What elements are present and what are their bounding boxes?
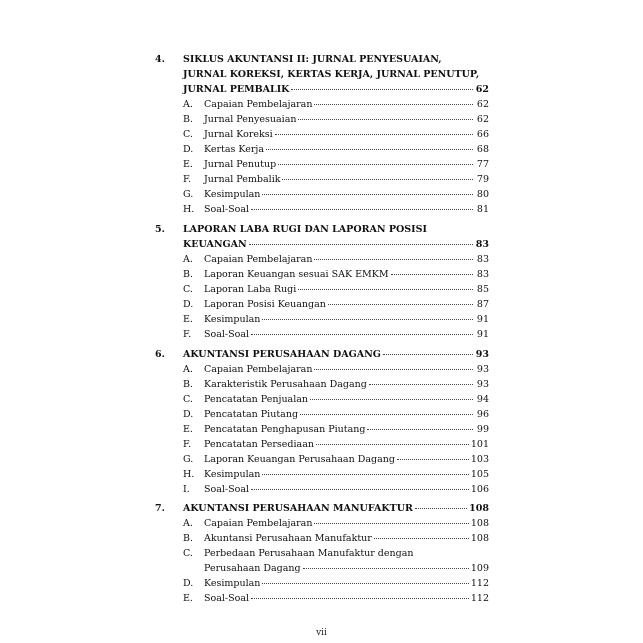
section-label: Kesimpulan [204,578,261,589]
page-number: 80 [476,189,489,200]
toc-entry[interactable] [183,467,489,482]
toc-entry[interactable] [183,362,489,377]
page-number: 108 [470,533,489,544]
section-letter: D. [183,409,194,420]
toc-entry[interactable] [183,437,489,452]
dot-leader [262,319,473,320]
dot-leader [369,384,473,385]
dot-leader [314,369,473,370]
toc-entry[interactable] [183,157,489,172]
section-label: Soal-Soal [204,329,250,340]
section-label: Laporan Laba Rugi [204,284,297,295]
section-letter: C. [183,548,193,559]
page-number: 99 [476,424,489,435]
page-number: 109 [470,563,489,574]
section-label: Kertas Kerja [204,144,264,155]
dot-leader [310,399,473,400]
dot-leader [262,474,468,475]
section-label: Capaian Pembelajaran [204,364,313,375]
section-letter: H. [183,469,195,480]
section-letter: A. [183,99,193,110]
section-label: Kesimpulan [204,314,261,325]
section-letter: E. [183,593,193,604]
section-label: Karakteristik Perusahaan Dagang [204,379,367,390]
page-number: 83 [476,269,489,280]
page-number: 93 [476,379,489,390]
page-footer-number: vii [316,628,327,638]
chapter-title: JURNAL PEMBALIK [183,84,290,95]
page-number: 108 [470,518,489,529]
section-letter: A. [183,518,193,529]
page-number: 106 [470,484,489,495]
section-letter: D. [183,299,194,310]
page-number: 81 [476,204,489,215]
section-label: Laporan Keuangan Perusahaan Dagang [204,454,395,465]
chapter-title: AKUNTANSI PERUSAHAAN MANUFAKTUR [183,503,413,514]
chapter-number: 6. [155,349,165,360]
dot-leader [328,304,473,305]
section-label: Capaian Pembelajaran [204,99,313,110]
dot-leader [249,244,473,245]
page-number: 83 [475,239,489,250]
dot-leader [300,414,473,415]
toc-entry[interactable] [183,576,489,591]
page-number: 101 [470,439,489,450]
toc-entry[interactable] [183,142,489,157]
dot-leader [314,104,473,105]
section-letter: A. [183,364,193,375]
section-label: Jurnal Pembalik [204,174,281,185]
toc-entry[interactable] [183,516,489,531]
section-letter: G. [183,189,194,200]
page-number: 85 [476,284,489,295]
section-label: Pencatatan Piutang [204,409,299,420]
section-label: Soal-Soal [204,204,250,215]
toc-entry[interactable] [183,482,489,497]
toc-entry-chapter[interactable] [183,501,489,516]
dot-leader [383,354,473,355]
dot-leader [275,134,473,135]
page-number: 112 [470,578,489,589]
section-label: Akuntansi Perusahaan Manufaktur [204,533,372,544]
section-label: Capaian Pembelajaran [204,254,313,265]
section-label: Pencatatan Penjualan [204,394,309,405]
dot-leader [415,508,467,509]
section-letter: G. [183,454,194,465]
section-label: Pencatatan Penghapusan Piutang [204,424,366,435]
section-letter: H. [183,204,195,215]
toc-entry[interactable] [183,172,489,187]
toc-entry[interactable] [183,327,489,342]
section-letter: F. [183,174,192,185]
section-letter: A. [183,254,193,265]
page-number: 77 [476,159,489,170]
page-number: 68 [476,144,489,155]
section-label: Laporan Posisi Keuangan [204,299,326,310]
section-letter: B. [183,269,194,280]
toc-entry[interactable] [183,312,489,327]
dot-leader [266,149,473,150]
section-letter: C. [183,129,193,140]
toc-entry-chapter[interactable] [183,347,489,362]
dot-leader [397,459,469,460]
toc-entry-chapter[interactable] [183,237,489,252]
section-letter: E. [183,314,193,325]
page-number: 62 [475,84,489,95]
section-label: Kesimpulan [204,469,261,480]
toc-entry[interactable] [183,377,489,392]
dot-leader [291,89,473,90]
page-number: 93 [475,349,489,360]
toc-entry[interactable] [183,112,489,127]
toc-entry[interactable] [183,591,489,606]
toc-entry[interactable] [183,392,489,407]
dot-leader [367,429,473,430]
toc-entry[interactable] [183,531,489,546]
toc-entry-first-line[interactable] [183,546,489,561]
section-label: Jurnal Penutup [204,159,277,170]
toc-entry[interactable] [183,267,489,282]
section-label-continued: Perusahaan Dagang [204,563,301,574]
toc-entry[interactable] [183,282,489,297]
toc-entry[interactable] [183,97,489,112]
page-number: 62 [476,99,489,110]
toc-entry[interactable] [183,187,489,202]
chapter-title: AKUNTANSI PERUSAHAAN DAGANG [183,349,381,360]
section-label: Laporan Keuangan sesuai SAK EMKM [204,269,389,280]
dot-leader [298,119,473,120]
chapter-title-line: SIKLUS AKUNTANSI II: JURNAL PENYESUAIAN, [183,54,442,65]
dot-leader [298,289,473,290]
section-letter: B. [183,114,194,125]
section-label: Capaian Pembelajaran [204,518,313,529]
section-letter: C. [183,394,193,405]
dot-leader [282,179,473,180]
page-number: 105 [470,469,489,480]
section-letter: F. [183,439,192,450]
page-number: 112 [470,593,489,604]
page-number: 79 [476,174,489,185]
toc-entry-chapter[interactable] [183,82,489,97]
section-label: Soal-Soal [204,484,250,495]
dot-leader [314,259,473,260]
dot-leader [316,444,469,445]
toc-entry[interactable] [183,297,489,312]
page-number: 87 [476,299,489,310]
dot-leader [251,598,469,599]
dot-leader [251,334,473,335]
dot-leader [262,194,473,195]
section-letter: E. [183,424,193,435]
dot-leader [374,538,469,539]
page-number: 66 [476,129,489,140]
page-number: 83 [476,254,489,265]
section-letter: E. [183,159,193,170]
dot-leader [251,489,469,490]
section-letter: F. [183,329,192,340]
chapter-number: 5. [155,224,165,235]
dot-leader [278,164,473,165]
section-letter: D. [183,578,194,589]
chapter-number: 4. [155,54,165,65]
toc-entry[interactable] [183,252,489,267]
section-label: Perbedaan Perusahaan Manufaktur dengan [204,548,414,559]
toc-entry[interactable] [183,202,489,217]
chapter-title-line: LAPORAN LABA RUGI DAN LAPORAN POSISI [183,224,427,235]
section-label: Pencatatan Persediaan [204,439,314,450]
section-letter: D. [183,144,194,155]
chapter-title: KEUANGAN [183,239,247,250]
toc-entry[interactable] [183,422,489,437]
section-label: Jurnal Penyesuaian [204,114,297,125]
section-letter: B. [183,379,194,390]
chapter-title-line: JURNAL KOREKSI, KERTAS KERJA, JURNAL PENUTUP, [183,69,480,80]
section-letter: C. [183,284,193,295]
section-letter: I. [183,484,190,495]
page-number: 94 [476,394,489,405]
page-number: 62 [476,114,489,125]
toc-entry[interactable] [183,407,489,422]
toc-entry[interactable] [183,452,489,467]
dot-leader [251,209,473,210]
page-number: 103 [470,454,489,465]
chapter-number: 7. [155,503,165,514]
dot-leader [262,583,468,584]
page-number: 91 [476,329,489,340]
toc-entry[interactable] [183,561,489,576]
section-label: Kesimpulan [204,189,261,200]
section-label: Soal-Soal [204,593,250,604]
toc-entry[interactable] [183,127,489,142]
dot-leader [391,274,473,275]
page-number: 96 [476,409,489,420]
section-letter: B. [183,533,194,544]
dot-leader [303,568,469,569]
page-number: 91 [476,314,489,325]
section-label: Jurnal Koreksi [204,129,273,140]
dot-leader [314,523,468,524]
page-number: 108 [469,503,489,514]
page-number: 93 [476,364,489,375]
